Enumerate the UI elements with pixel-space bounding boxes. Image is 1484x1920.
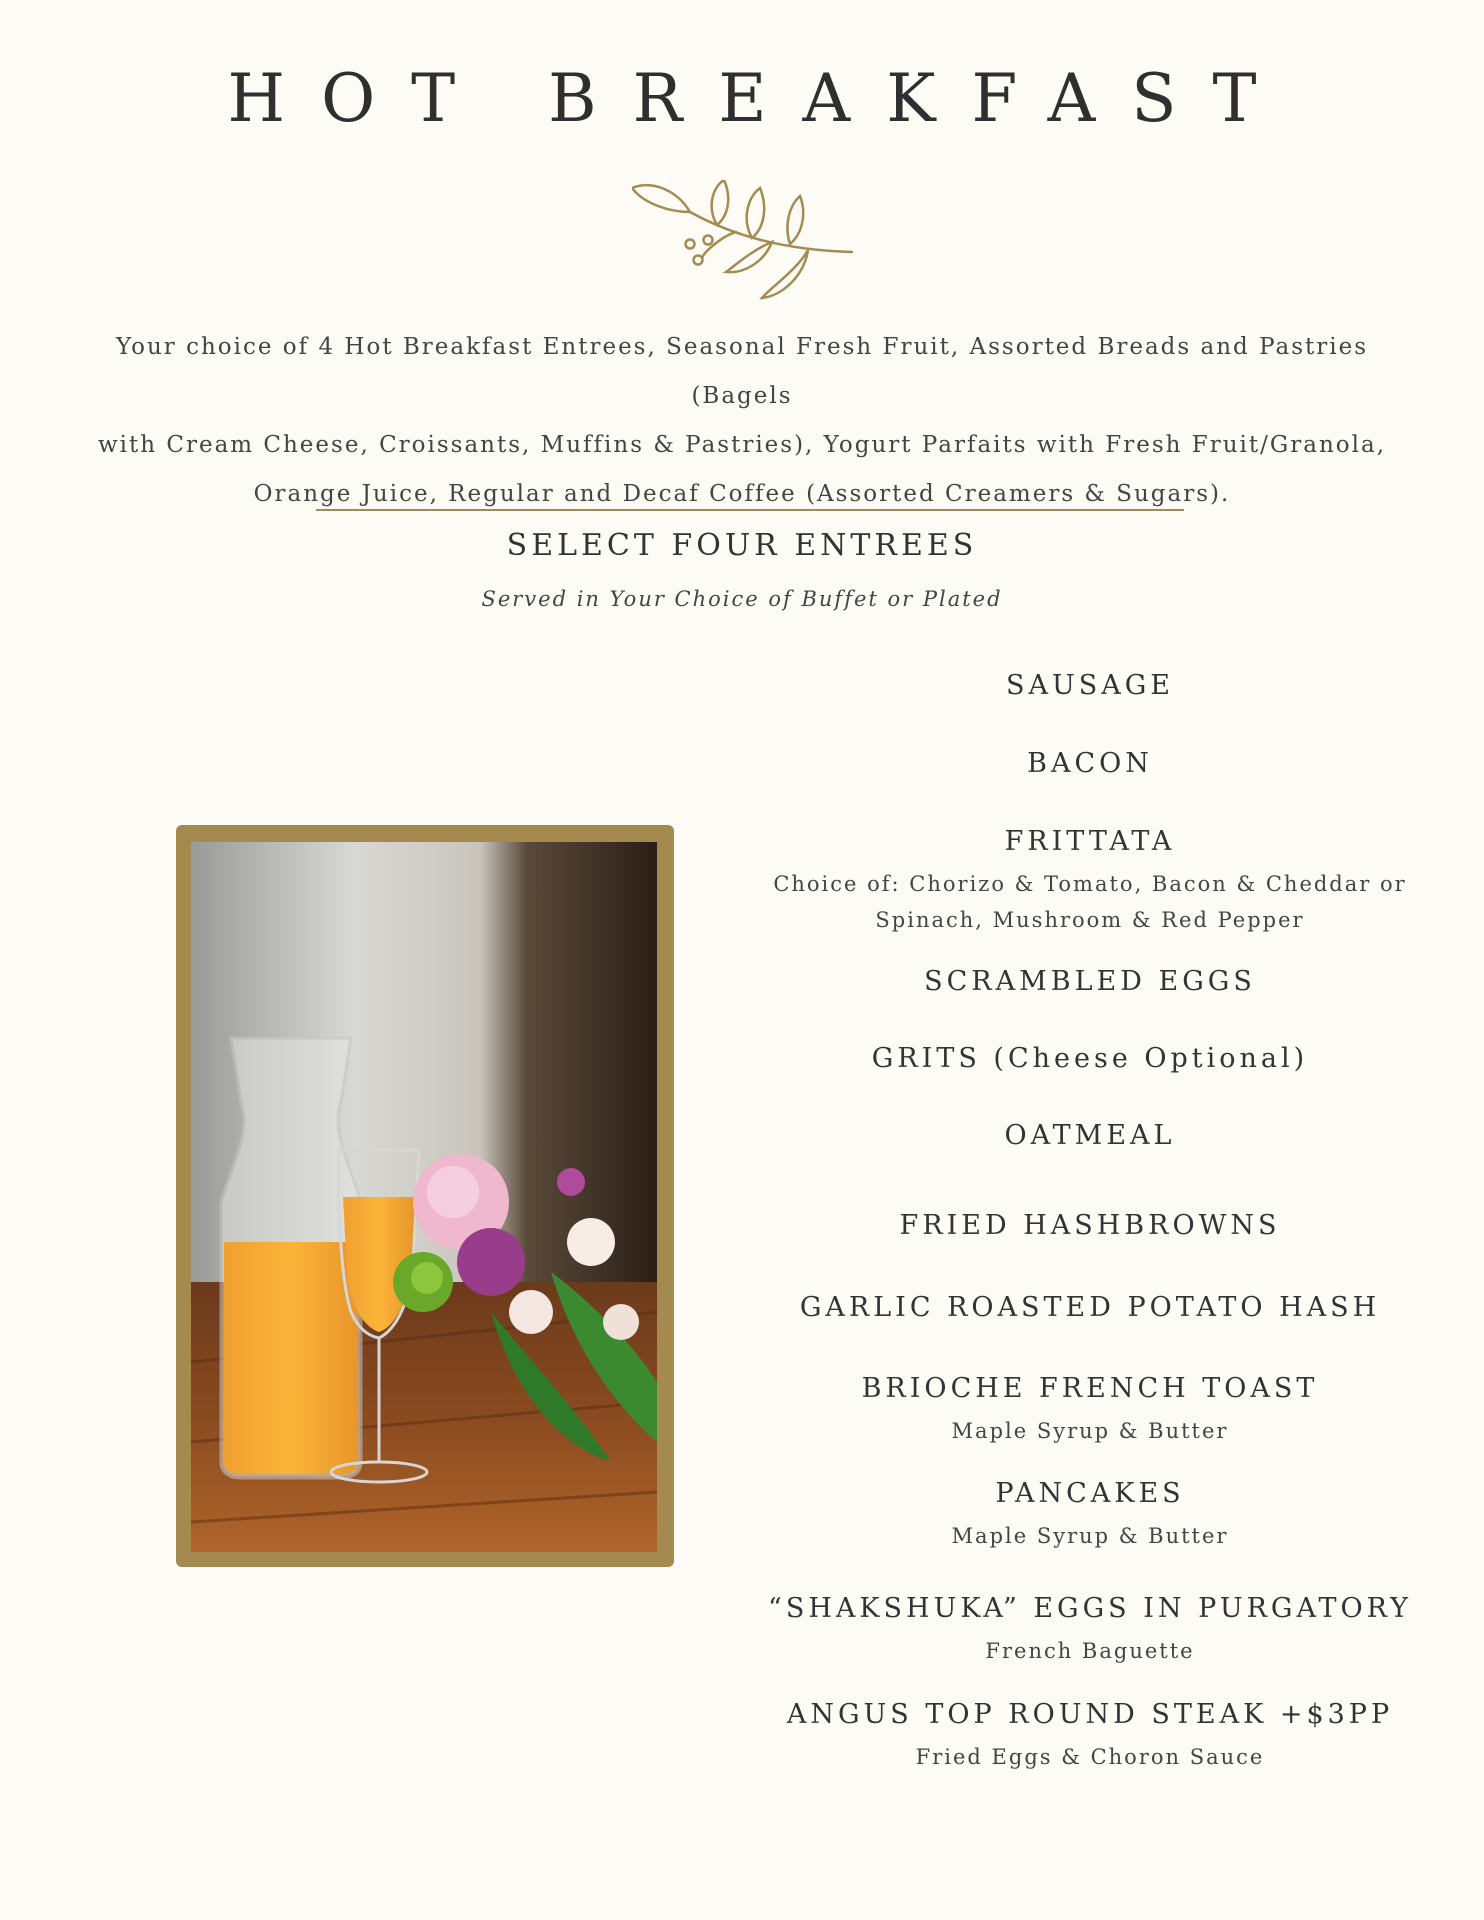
divider [316,509,1184,511]
entree-name: BRIOCHE FRENCH TOAST [861,1373,1319,1404]
entree-name: BACON [1027,748,1153,779]
entree-name: SAUSAGE [1005,670,1175,701]
entree-name: OATMEAL [1004,1120,1176,1151]
entree-description: French Baguette [985,1639,1195,1663]
orange-juice-photo [191,842,657,1552]
entree-description: Fried Eggs & Choron Sauce [915,1745,1265,1769]
entree-description-line: Spinach, Mushroom & Red Pepper [875,908,1305,932]
page-title: HOT BREAKFAST [227,60,1293,137]
entree-name: FRIED HASHBROWNS [899,1210,1281,1241]
entree-name: GARLIC ROASTED POTATO HASH [799,1292,1381,1323]
section-title: SELECT FOUR ENTREES [506,528,978,563]
section-subtitle: Served in Your Choice of Buffet or Plated [481,587,1003,611]
entree-name: “SHAKSHUKA” EGGS IN PURGATORY [768,1593,1412,1624]
entree-name: ANGUS TOP ROUND STEAK +$3PP [786,1699,1394,1730]
entree-description: Maple Syrup & Butter [951,1524,1229,1548]
intro-line: with Cream Cheese, Croissants, Muffins & Pastries), Yogurt Parfaits with Fresh Fruit/Granola, [97,432,1387,458]
photo-frame [176,825,674,1567]
intro-text [90,323,1394,519]
entree-description [760,866,1420,938]
entree-name: GRITS (Cheese Optional) [871,1043,1309,1074]
intro-line: Orange Juice, Regular and Decaf Coffee (Assorted Creamers & Sugars). [253,481,1231,507]
intro-line: Your choice of 4 Hot Breakfast Entrees, Seasonal Fresh Fruit, Assorted Breads and Pastries (Bagels [115,334,1369,409]
entree-name: PANCAKES [995,1478,1185,1509]
leaf-sprig-icon [632,180,862,310]
entree-description: Maple Syrup & Butter [951,1419,1229,1443]
entree-description-line: Choice of: Chorizo & Tomato, Bacon & Cheddar or [773,872,1407,896]
entree-name: FRITTATA [1004,826,1176,857]
entree-name: SCRAMBLED EGGS [924,966,1256,997]
